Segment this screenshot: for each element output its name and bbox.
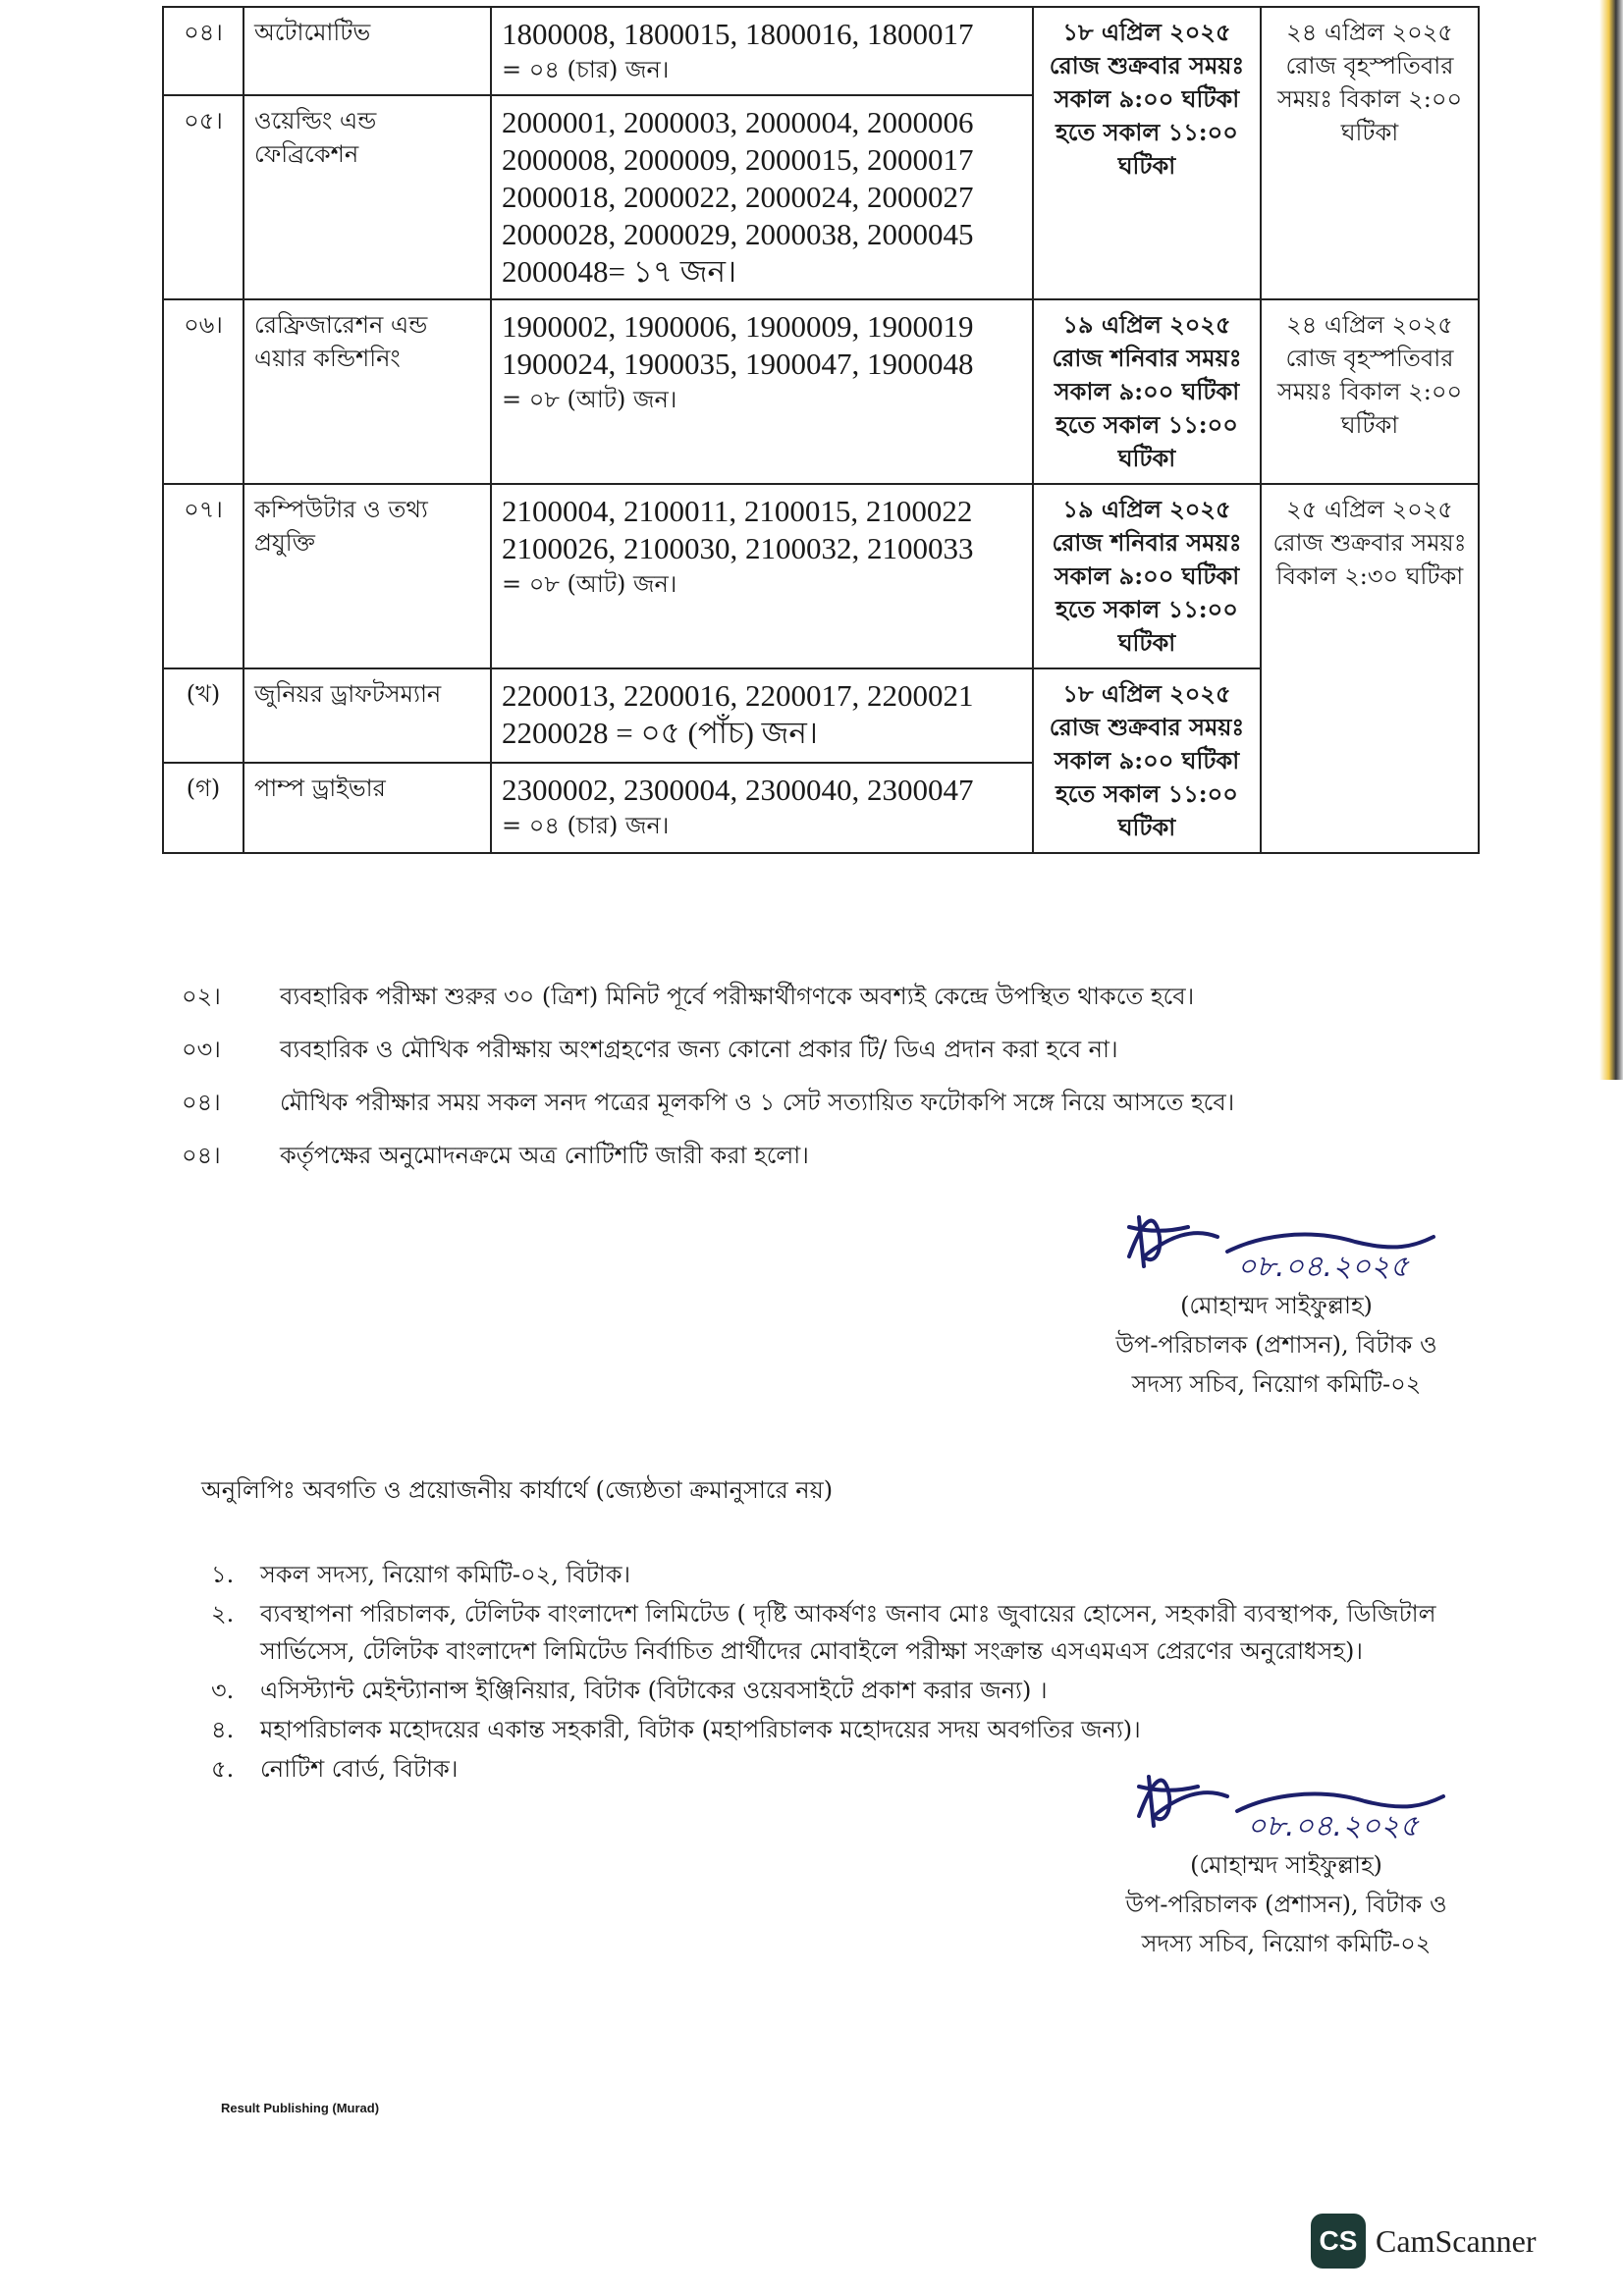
note-text: কর্তৃপক্ষের অনুমোদনক্রমে অত্র নোটিশটি জারী করা হলো। bbox=[280, 1142, 809, 1169]
page-edge-shadow bbox=[1599, 0, 1623, 1080]
list-item bbox=[211, 1595, 1438, 1670]
roll-numbers-cell bbox=[491, 7, 1033, 95]
footer-note: Result Publishing (Murad) bbox=[221, 2101, 380, 2115]
signatory-name: (মোহাম্মদ সাইফুল্লাহ) bbox=[1190, 1851, 1382, 1879]
list-item bbox=[211, 1672, 1438, 1709]
signatory-committee: সদস্য সচিব, নিয়োগ কমিটি-০২ bbox=[1131, 1370, 1422, 1398]
roll-numbers-cell bbox=[491, 95, 1033, 299]
roll-numbers: 1900002, 1900006, 1900009, 1900019 1900024, 1900035, 1900047, 1900048 bbox=[502, 309, 974, 381]
exam-schedule-table bbox=[162, 6, 1480, 854]
candidate-count: = ০৮ (আট) জন। bbox=[502, 386, 677, 413]
copy-text: এসিস্ট্যান্ট মেইন্ট্যানান্স ইঞ্জিনিয়ার, বিটাক (বিটাকের ওয়েবসাইটে প্রকাশ করার জন্য) । bbox=[260, 1677, 1048, 1704]
note-number: ০৪। bbox=[182, 1142, 221, 1169]
roll-numbers: 1800008, 1800015, 1800016, 1800017 bbox=[502, 17, 974, 51]
table-row bbox=[163, 299, 1479, 484]
row-serial: ০৭। bbox=[163, 484, 243, 668]
note-number: ০৩। bbox=[182, 1036, 221, 1063]
copy-number: ২. bbox=[211, 1600, 235, 1628]
handwritten-signature bbox=[1100, 1198, 1453, 1286]
viva-exam-time: ২৪ এপ্রিল ২০২৫ রোজ বৃহস্পতিবার সময়ঃ বিকাল ২:০০ ঘটিকা bbox=[1261, 7, 1479, 299]
note-number: ০২। bbox=[182, 983, 221, 1010]
list-item bbox=[182, 1141, 1311, 1170]
row-serial: ০৫। bbox=[163, 95, 243, 299]
camscanner-icon: CS bbox=[1311, 2214, 1366, 2269]
viva-exam-time: ২৫ এপ্রিল ২০২৫ রোজ শুক্রবার সময়ঃ বিকাল ২:৩০ ঘটিকা bbox=[1261, 484, 1479, 853]
copy-number: ৫. bbox=[211, 1755, 235, 1783]
signatory-designation: উপ-পরিচালক (প্রশাসন), বিটাক ও bbox=[1115, 1331, 1437, 1359]
copy-number: ১. bbox=[211, 1561, 235, 1588]
copy-number: ৩. bbox=[211, 1677, 235, 1704]
copy-recipients bbox=[211, 1556, 1438, 1789]
note-text: ব্যবহারিক পরীক্ষা শুরুর ৩০ (ত্রিশ) মিনিট পূর্বে পরীক্ষার্থীগণকে অবশ্যই কেন্দ্রে উপস্থিত থাকতে হবে। bbox=[280, 983, 1195, 1010]
list-item bbox=[182, 1035, 1311, 1064]
copy-list-title: অনুলিপিঃ অবগতি ও প্রয়োজনীয় কার্যার্থে (জ্যেষ্ঠতা ক্রমানুসারে নয়) bbox=[201, 1476, 834, 1504]
trade-name: ওয়েল্ডিং এন্ড ফেব্রিকেশন bbox=[243, 95, 491, 299]
row-serial: ০৬। bbox=[163, 299, 243, 484]
camscanner-watermark bbox=[1311, 2214, 1537, 2269]
list-item bbox=[182, 982, 1311, 1011]
handwritten-date: ০৮.০৪.২০২৫ bbox=[1247, 1809, 1420, 1843]
copy-text: মহাপরিচালক মহোদয়ের একান্ত সহকারী, বিটাক (মহাপরিচালক মহোদয়ের সদয় অবগতির জন্য)। bbox=[260, 1716, 1141, 1743]
note-text: মৌখিক পরীক্ষার সময় সকল সনদ পত্রের মূলকপি ও ১ সেট সত্যায়িত ফটোকপি সঙ্গে নিয়ে আসতে হবে। bbox=[280, 1089, 1235, 1116]
candidate-count: = ০৪ (চার) জন। bbox=[502, 56, 670, 83]
practical-exam-time: ১৮ এপ্রিল ২০২৫ রোজ শুক্রবার সময়ঃ সকাল ৯:০০ ঘটিকা হতে সকাল ১১:০০ ঘটিকা bbox=[1033, 668, 1261, 853]
note-number: ০৪। bbox=[182, 1089, 221, 1116]
list-item bbox=[211, 1556, 1438, 1593]
signature-block bbox=[1080, 1757, 1492, 1963]
copy-text: ব্যবস্থাপনা পরিচালক, টেলিটক বাংলাদেশ লিমিটেড ( দৃষ্টি আকর্ষণঃ জনাব মোঃ জুবায়ের হোসেন, সহকারী ব্যবস্থাপক, ডিজিটাল সার্ভিসেস, টেলিটক বাংলাদেশ লিমিটেড নির্বাচিত প্রার্থীদের মোবাইলে পরীক্ষা সংক্রান্ত এসএমএস প্রেরণের অনুরোধসহ)। bbox=[260, 1600, 1436, 1665]
copy-number: ৪. bbox=[211, 1716, 235, 1743]
roll-numbers: 2000001, 2000003, 2000004, 2000006 2000008, 2000009, 2000015, 2000017 2000018, 2000022, 2000024, 2000027 2000028, 2000029, 2000038, 2000045 2000048= ১৭ জন। bbox=[502, 105, 974, 289]
roll-numbers: 2100004, 2100011, 2100015, 2100022 2100026, 2100030, 2100032, 2100033 bbox=[502, 494, 974, 565]
trade-name: রেফ্রিজারেশন এন্ড এয়ার কন্ডিশনিং bbox=[243, 299, 491, 484]
roll-numbers: 2300002, 2300004, 2300040, 2300047 bbox=[502, 773, 974, 808]
handwritten-date: ০৮.০৪.২০২৫ bbox=[1237, 1250, 1410, 1284]
row-serial: ০৪। bbox=[163, 7, 243, 95]
instruction-notes bbox=[182, 982, 1311, 1194]
signature-block bbox=[1070, 1198, 1483, 1404]
trade-name: অটোমোটিভ bbox=[243, 7, 491, 95]
viva-exam-time: ২৪ এপ্রিল ২০২৫ রোজ বৃহস্পতিবার সময়ঃ বিকাল ২:০০ ঘটিকা bbox=[1261, 299, 1479, 484]
signatory-name: (মোহাম্মদ সাইফুল্লাহ) bbox=[1180, 1292, 1373, 1319]
roll-numbers-cell bbox=[491, 668, 1033, 763]
note-text: ব্যবহারিক ও মৌখিক পরীক্ষায় অংশগ্রহণের জন্য কোনো প্রকার টি/ ডিএ প্রদান করা হবে না। bbox=[280, 1036, 1118, 1063]
candidate-count: = ০৮ (আট) জন। bbox=[502, 570, 677, 598]
trade-name: জুনিয়র ড্রাফটসম্যান bbox=[243, 668, 491, 763]
practical-exam-time: ১৮ এপ্রিল ২০২৫ রোজ শুক্রবার সময়ঃ সকাল ৯:০০ ঘটিকা হতে সকাল ১১:০০ ঘটিকা bbox=[1033, 7, 1261, 299]
copy-text: নোটিশ বোর্ড, বিটাক। bbox=[260, 1755, 459, 1783]
list-item bbox=[211, 1711, 1438, 1748]
list-item bbox=[182, 1088, 1311, 1117]
copy-text: সকল সদস্য, নিয়োগ কমিটি-০২, বিটাক। bbox=[260, 1561, 631, 1588]
trade-name: কম্পিউটার ও তথ্য প্রযুক্তি bbox=[243, 484, 491, 668]
roll-numbers-cell bbox=[491, 484, 1033, 668]
roll-numbers-cell bbox=[491, 763, 1033, 853]
row-serial: (গ) bbox=[163, 763, 243, 853]
table-row bbox=[163, 484, 1479, 668]
practical-exam-time: ১৯ এপ্রিল ২০২৫ রোজ শনিবার সময়ঃ সকাল ৯:০০ ঘটিকা হতে সকাল ১১:০০ ঘটিকা bbox=[1033, 484, 1261, 668]
practical-exam-time: ১৯ এপ্রিল ২০২৫ রোজ শনিবার সময়ঃ সকাল ৯:০০ ঘটিকা হতে সকাল ১১:০০ ঘটিকা bbox=[1033, 299, 1261, 484]
roll-numbers-cell bbox=[491, 299, 1033, 484]
candidate-count: = ০৪ (চার) জন। bbox=[502, 812, 670, 840]
table-row bbox=[163, 7, 1479, 95]
handwritten-signature bbox=[1109, 1757, 1463, 1845]
trade-name: পাম্প ড্রাইভার bbox=[243, 763, 491, 853]
signatory-designation: উপ-পরিচালক (প্রশাসন), বিটাক ও bbox=[1125, 1891, 1447, 1918]
signatory-committee: সদস্য সচিব, নিয়োগ কমিটি-০২ bbox=[1141, 1930, 1432, 1957]
roll-numbers: 2200013, 2200016, 2200017, 2200021 2200028 = ০৫ (পাঁচ) জন। bbox=[502, 678, 974, 750]
camscanner-label: CamScanner bbox=[1376, 2222, 1537, 2259]
row-serial: (খ) bbox=[163, 668, 243, 763]
